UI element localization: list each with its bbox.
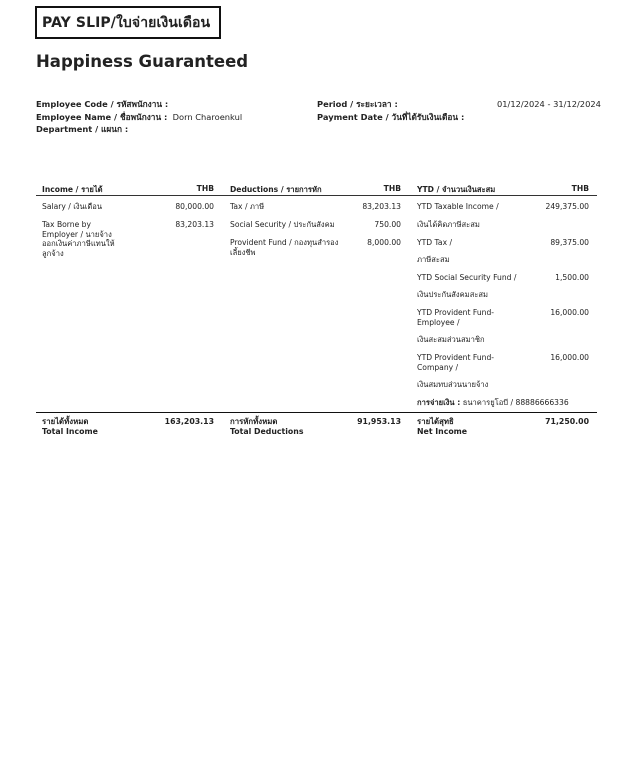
ytd-currency-header: THB [571,184,589,193]
net-income-label-en: Net Income [417,426,468,436]
payment-method-label: การจ่ายเงิน : [417,398,461,407]
ytd-taxable-income-value: 249,375.00 [545,202,589,211]
deduction-provident-fund-label: Provident Fund / กองทุนสำรองเลี้ยงชีพ [230,238,339,257]
ytd-provident-company-label-th: เงินสมทบส่วนนายจ้าง [417,380,489,389]
period-value-block [497,98,601,111]
ytd-social-security-value: 1,500.00 [555,273,589,282]
ytd-provident-employee-label-th: เงินสะสมส่วนสมาชิก [417,335,485,344]
company-name: Happiness Guaranteed [36,52,249,71]
net-income-value: 71,250.00 [545,417,589,426]
total-income-label-en: Total Income [42,426,98,436]
period-info [317,98,464,123]
table-header [36,180,597,196]
payslip-title: PAY SLIP/ใบจ่ายเงินเดือน [35,6,221,39]
deduction-tax-value: 83,203.13 [362,202,401,211]
table-body [36,196,597,412]
employee-name-label: Employee Name / ชื่อพนักงาน : [36,111,168,122]
total-deductions-label-th: การหักทั้งหมด [230,417,278,426]
net-income-label-th: รายได้สุทธิ [417,417,454,426]
deductions-currency-header: THB [383,184,401,193]
employee-info [36,98,242,136]
ytd-tax-value: 89,375.00 [550,238,589,247]
total-deductions-label-en: Total Deductions [230,426,304,436]
payment-date-label: Payment Date / วันที่ได้รับเงินเดือน : [317,111,465,122]
ytd-provident-company-value: 16,000.00 [550,353,589,362]
deduction-provident-fund-value: 8,000.00 [367,238,401,247]
deduction-social-security-value: 750.00 [374,220,401,229]
ytd-taxable-income-label-th: เงินได้คิดภาษีสะสม [417,220,480,229]
income-header: Income / รายได้ [42,185,103,194]
ytd-tax-label: YTD Tax / [417,238,453,247]
deduction-tax-label: Tax / ภาษี [230,202,265,211]
employee-name-value: Dorn Charoenkul [172,111,243,122]
income-tax-borne-value: 83,203.13 [175,220,214,229]
ytd-social-security-label-th: เงินประกันสังคมสะสม [417,290,489,299]
total-deductions-value: 91,953.13 [357,417,401,426]
ytd-social-security-label: YTD Social Security Fund / [417,273,517,282]
ytd-taxable-income-label: YTD Taxable Income / [417,202,499,211]
total-deductions-label [230,417,303,436]
income-currency-header: THB [196,184,214,193]
total-income-value: 163,203.13 [164,417,214,426]
net-income-label [417,417,467,436]
income-tax-borne-label: Tax Borne by Employer / นายจ้างออกเงินค่าภาษีแทนให้ลูกจ้าง [42,220,115,258]
deduction-social-security-label: Social Security / ประกันสังคม [230,220,335,229]
payment-method [417,398,569,408]
period-value: 01/12/2024 - 31/12/2024 [497,99,601,109]
deductions-header: Deductions / รายการหัก [230,185,322,194]
total-income-label [42,417,98,436]
income-salary-value: 80,000.00 [175,202,214,211]
payslip-table [36,180,597,438]
department-label: Department / แผนก : [36,124,129,135]
period-label: Period / ระยะเวลา : [317,99,398,109]
ytd-header: YTD / จำนวนเงินสะสม [417,185,496,194]
ytd-provident-employee-value: 16,000.00 [550,308,589,317]
income-salary-label: Salary / เงินเดือน [42,202,103,211]
payment-method-value: ธนาคารยูโอบี / 88886666336 [462,398,569,407]
employee-code-label: Employee Code / รหัสพนักงาน : [36,99,169,109]
table-footer [36,412,597,438]
ytd-provident-company-label: YTD Provident Fund-Company / [417,353,495,372]
ytd-tax-label-th: ภาษีสะสม [417,255,450,264]
total-income-label-th: รายได้ทั้งหมด [42,417,89,426]
ytd-provident-employee-label: YTD Provident Fund-Employee / [417,308,495,327]
